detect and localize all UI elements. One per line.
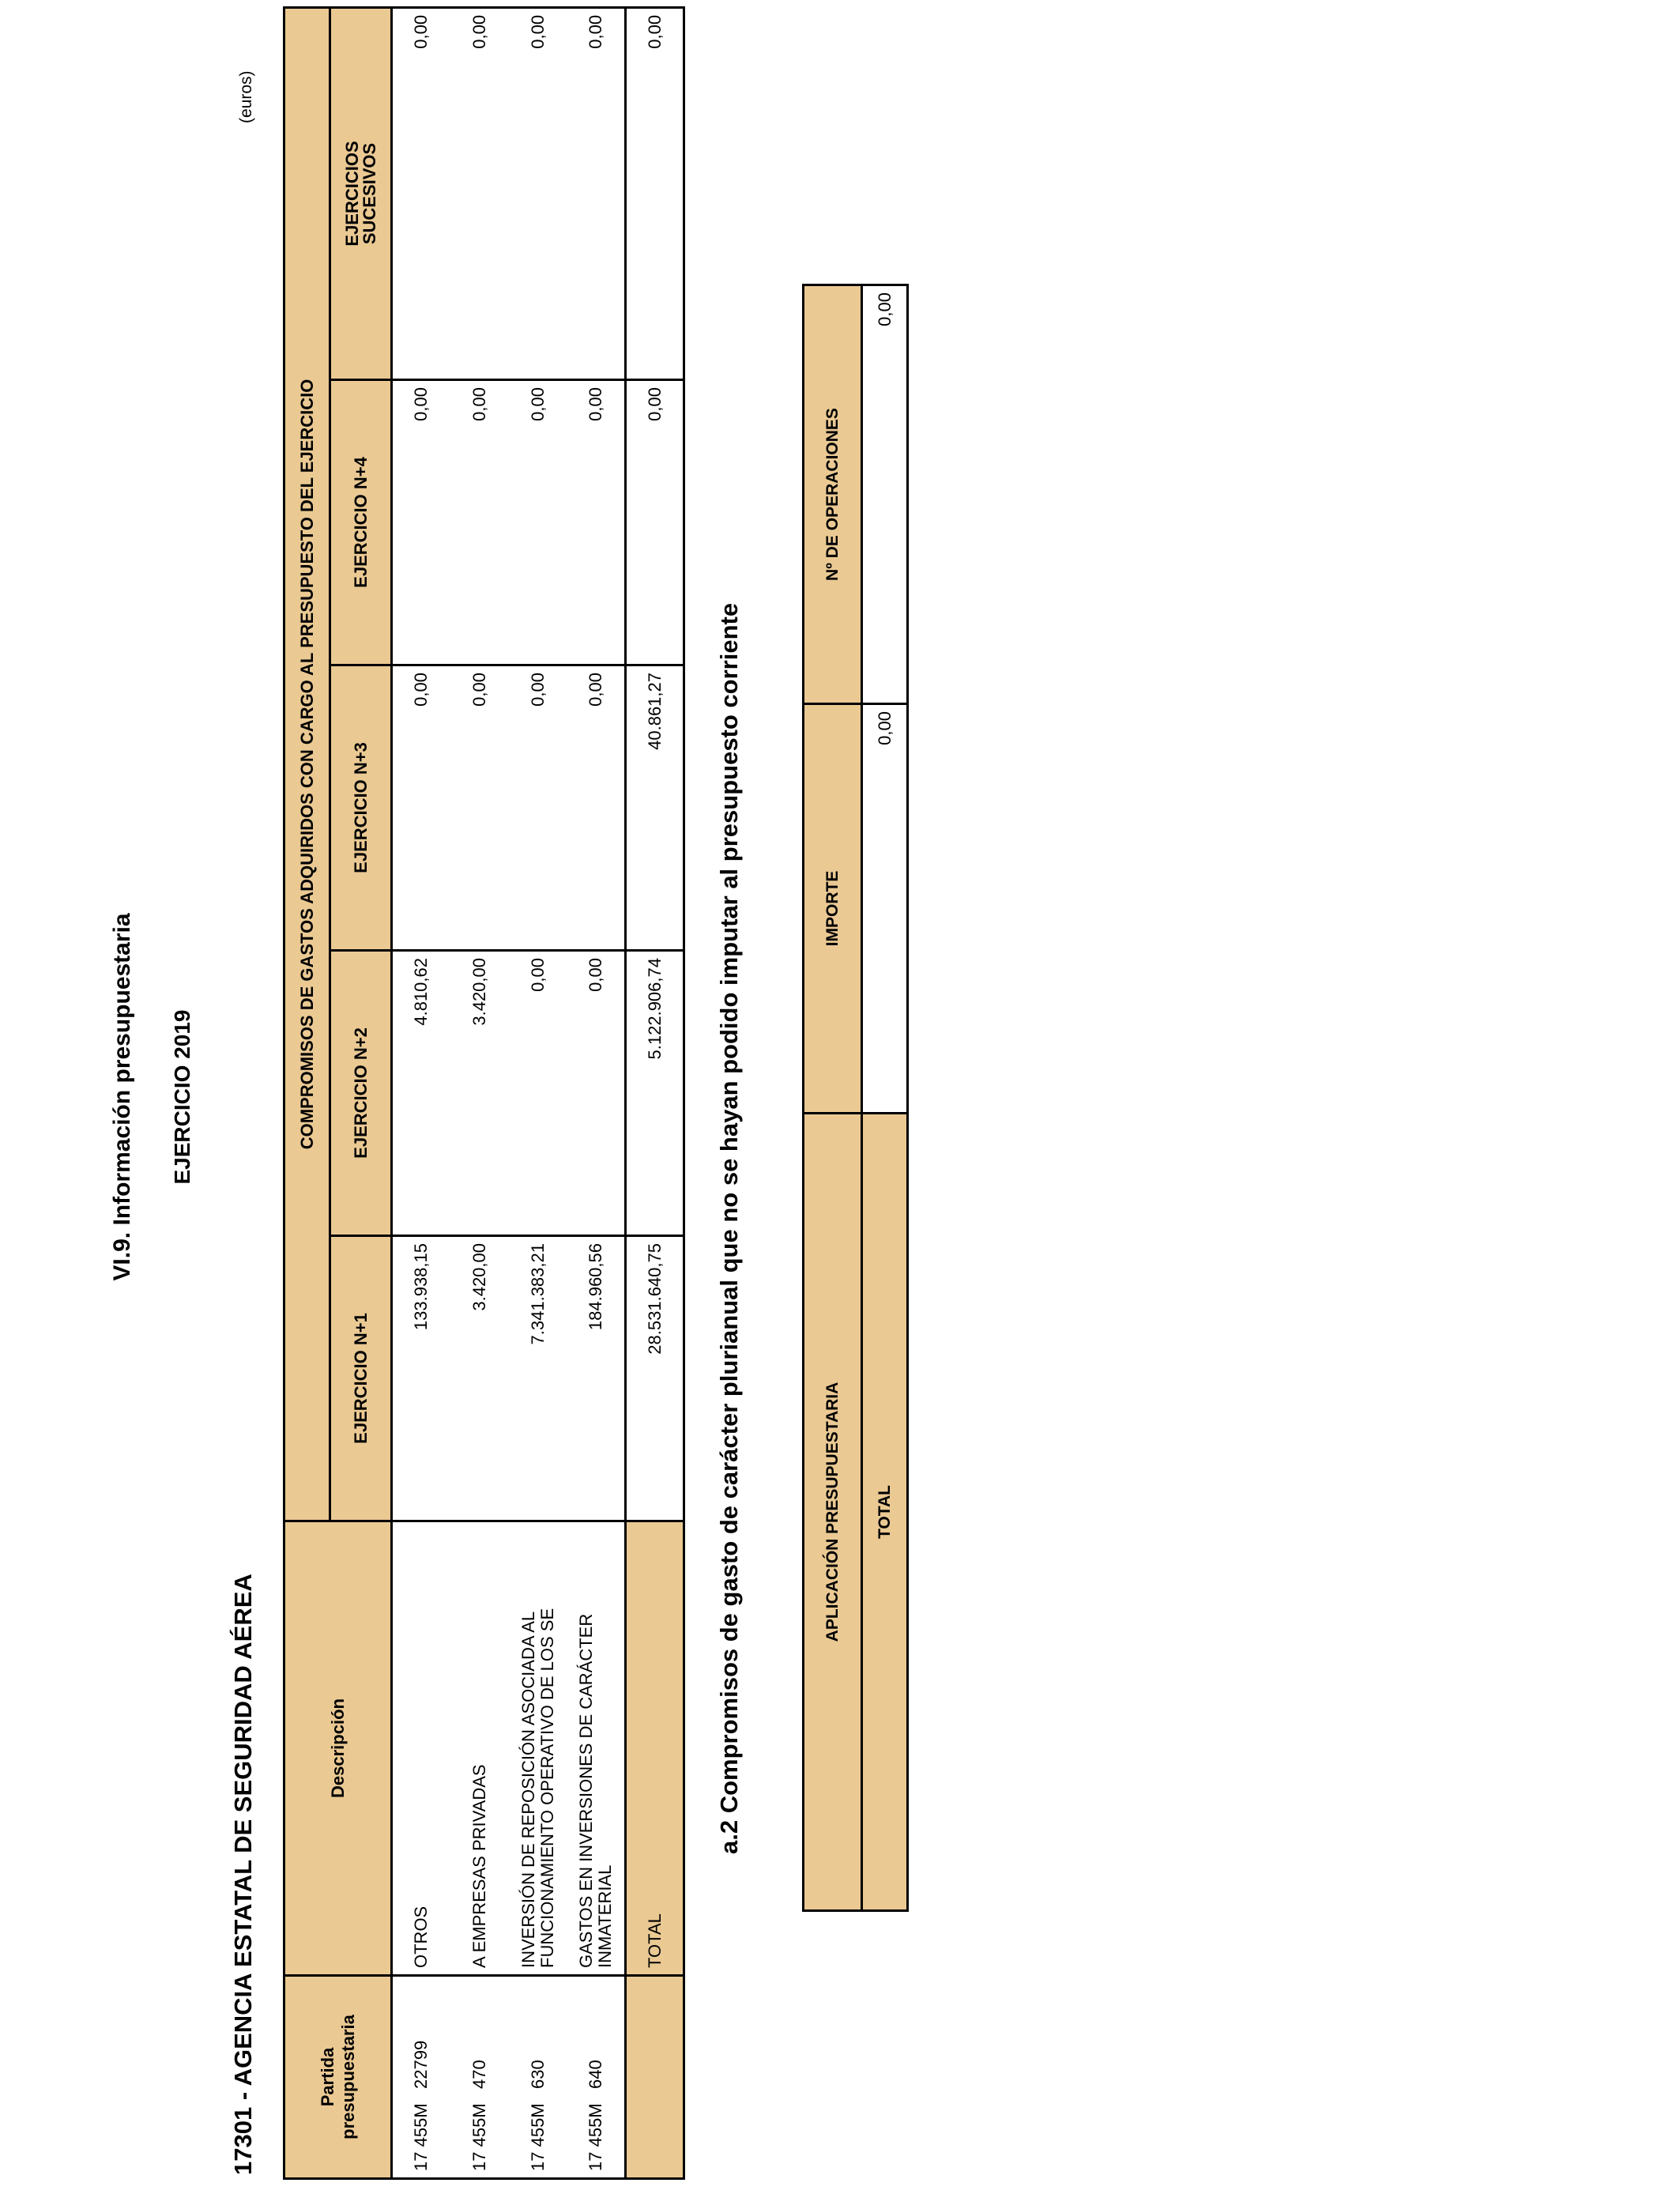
economic-code: 22799 bbox=[411, 2040, 431, 2089]
value-n4: 0,00 bbox=[567, 380, 626, 665]
col-header-n2: EJERCICIO N+2 bbox=[330, 951, 392, 1236]
partida-cell bbox=[567, 1976, 626, 2179]
value-n2: 3.420,00 bbox=[450, 951, 509, 1236]
value-n3: 0,00 bbox=[450, 665, 509, 951]
a2-total-importe: 0,00 bbox=[862, 704, 908, 1114]
economic-code: 470 bbox=[469, 2060, 489, 2089]
col-header-operaciones: Nº DE OPERACIONES bbox=[804, 285, 862, 704]
total-sucesivos: 0,00 bbox=[626, 7, 684, 379]
table-row bbox=[392, 7, 450, 2178]
value-n4: 0,00 bbox=[450, 380, 509, 665]
value-sucesivos: 0,00 bbox=[567, 7, 626, 379]
description-cell: INVERSIÓN DE REPOSICIÓN ASOCIADA AL FUNCIONAMIENTO OPERATIVO DE LOS SE bbox=[509, 1521, 567, 1976]
value-n3: 0,00 bbox=[567, 665, 626, 951]
org-code: 17 bbox=[469, 2151, 489, 2171]
agency-title: 17301 - AGENCIA ESTATAL DE SEGURIDAD AÉREA bbox=[229, 1574, 257, 2175]
partida-cell bbox=[392, 1976, 450, 2179]
economic-code: 640 bbox=[585, 2060, 605, 2089]
partida-cell bbox=[509, 1976, 567, 2179]
value-n1: 184.960,56 bbox=[567, 1236, 626, 1521]
partida-cell bbox=[450, 1976, 509, 2179]
col-header-n3: EJERCICIO N+3 bbox=[330, 665, 392, 951]
col-header-descripcion: Descripción bbox=[284, 1521, 392, 1976]
section-a2-title: a.2 Compromisos de gasto de carácter plurianual que no se hayan podido imputar al presupuesto corriente bbox=[715, 602, 743, 1854]
program-code: 455M bbox=[585, 2103, 605, 2147]
value-sucesivos: 0,00 bbox=[509, 7, 567, 379]
program-code: 455M bbox=[411, 2103, 431, 2147]
col-header-n1: EJERCICIO N+1 bbox=[330, 1236, 392, 1521]
col-header-sucesivos: EJERCICIOS SUCESIVOS bbox=[330, 7, 392, 379]
description-cell: OTROS bbox=[392, 1521, 450, 1976]
value-n4: 0,00 bbox=[509, 380, 567, 665]
value-n3: 0,00 bbox=[392, 665, 450, 951]
value-n1: 133.938,15 bbox=[392, 1236, 450, 1521]
value-n4: 0,00 bbox=[392, 380, 450, 665]
col-header-aplicacion: APLICACIÓN PRESUPUESTARIA bbox=[804, 1114, 862, 1911]
a2-table bbox=[802, 284, 909, 1912]
table-row bbox=[450, 7, 509, 2178]
col-header-importe: IMPORTE bbox=[804, 704, 862, 1114]
economic-code: 630 bbox=[527, 2060, 548, 2089]
value-n2: 0,00 bbox=[509, 951, 567, 1236]
total-n3: 40.861,27 bbox=[626, 665, 684, 951]
value-sucesivos: 0,00 bbox=[450, 7, 509, 379]
org-code: 17 bbox=[527, 2151, 548, 2171]
total-label: TOTAL bbox=[626, 1521, 684, 1976]
org-code: 17 bbox=[411, 2151, 431, 2171]
value-n1: 7.341.383,21 bbox=[509, 1236, 567, 1521]
commitments-table bbox=[283, 6, 685, 2180]
value-sucesivos: 0,00 bbox=[392, 7, 450, 379]
total-n2: 5.122.906,74 bbox=[626, 951, 684, 1236]
program-code: 455M bbox=[469, 2103, 489, 2147]
total-spacer bbox=[626, 1976, 684, 2179]
a2-total-label: TOTAL bbox=[862, 1114, 908, 1911]
program-code: 455M bbox=[527, 2103, 548, 2147]
total-n1: 28.531.640,75 bbox=[626, 1236, 684, 1521]
value-n3: 0,00 bbox=[509, 665, 567, 951]
total-row bbox=[626, 7, 684, 2178]
org-code: 17 bbox=[585, 2151, 605, 2171]
col-header-n4: EJERCICIO N+4 bbox=[330, 380, 392, 665]
units-label: (euros) bbox=[237, 70, 255, 123]
value-n1: 3.420,00 bbox=[450, 1236, 509, 1521]
page-subtitle: EJERCICIO 2019 bbox=[170, 1009, 194, 1185]
a2-total-row bbox=[862, 285, 908, 1911]
a2-total-operaciones: 0,00 bbox=[862, 285, 908, 704]
value-n2: 4.810,62 bbox=[392, 951, 450, 1236]
page-title: VI.9. Información presupuestaria bbox=[109, 913, 135, 1281]
description-cell: GASTOS EN INVERSIONES DE CARÁCTER INMATERIAL bbox=[567, 1521, 626, 1976]
col-header-partida: Partida presupuestaria bbox=[284, 1976, 392, 2179]
description-cell: A EMPRESAS PRIVADAS bbox=[450, 1521, 509, 1976]
table-row bbox=[509, 7, 567, 2178]
total-n4: 0,00 bbox=[626, 380, 684, 665]
table-row bbox=[567, 7, 626, 2178]
group-header-compromisos: COMPROMISOS DE GASTOS ADQUIRIDOS CON CARGO AL PRESUPUESTO DEL EJERCICIO bbox=[284, 7, 330, 1521]
value-n2: 0,00 bbox=[567, 951, 626, 1236]
